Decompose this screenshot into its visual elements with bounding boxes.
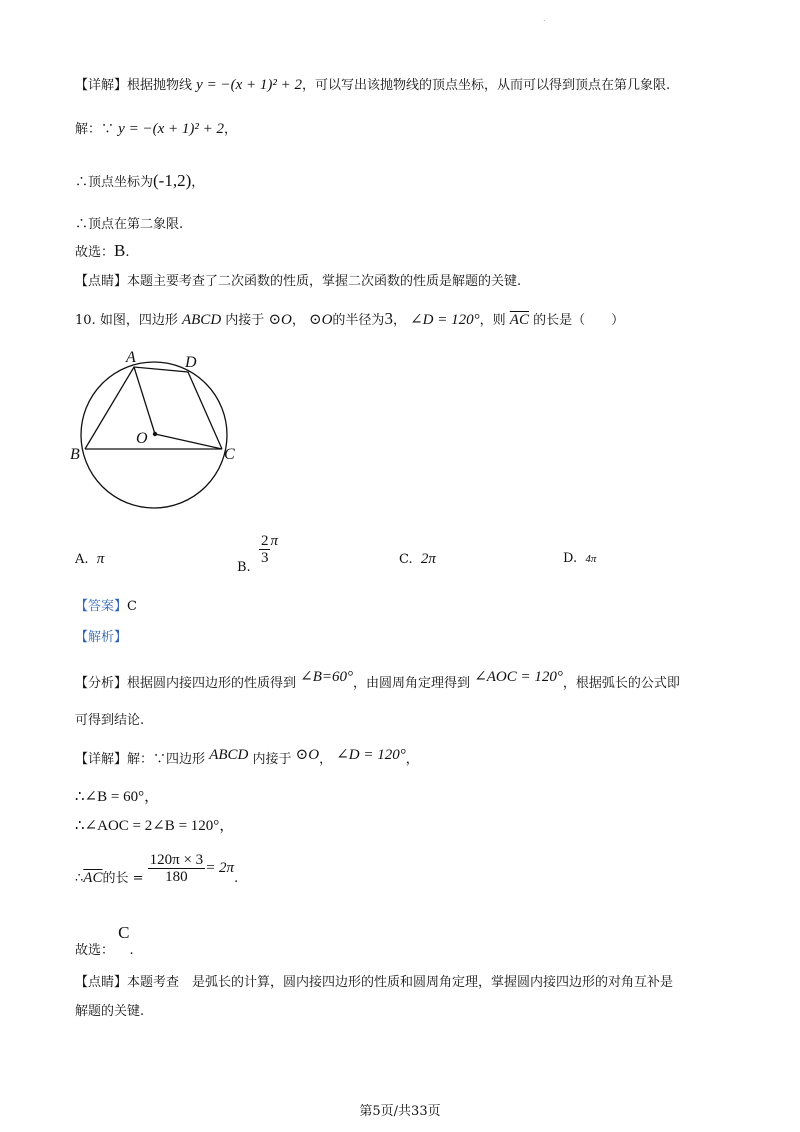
comment-line	[75, 974, 673, 992]
detail-text: ，	[405, 752, 419, 767]
label-b: B	[70, 446, 80, 463]
comma: ，	[223, 122, 237, 137]
stem-text: 内接于	[225, 313, 265, 328]
label-d: D	[185, 354, 197, 371]
step-1: ∴∠B = 60°，	[75, 789, 160, 805]
fraction-denominator: 3	[260, 550, 269, 566]
circle-figure	[68, 345, 248, 510]
stem-text: ，	[291, 313, 305, 328]
answer-tag: 【答案】	[75, 599, 128, 614]
circle-name: ⊙O	[268, 312, 292, 328]
choose-value: B	[114, 241, 126, 260]
step-text: 的长	[102, 871, 129, 886]
quad-name: ABCD	[181, 312, 222, 328]
comma: ，	[191, 175, 205, 190]
question-number: 10.	[75, 313, 96, 328]
q9-comment-line	[75, 273, 521, 291]
detail-text: 四边形	[166, 752, 206, 767]
comment-tag: 【点睛】	[75, 975, 128, 990]
q9-vertex-line	[75, 172, 204, 192]
answer-line	[75, 598, 137, 616]
arc-length-result: = 2π	[205, 860, 235, 876]
option-letter: C.	[399, 552, 413, 567]
because-symbol: ∵	[101, 122, 115, 137]
solution-equation: y = −(x + 1)² + 2	[118, 121, 224, 137]
angle-d: ∠D = 120°	[336, 747, 406, 763]
comment-tag: 【点睛】	[75, 274, 128, 289]
fraction-denominator: 180	[165, 869, 188, 885]
scan-dot: .	[543, 14, 546, 23]
arc-ac: $\overline{AC}$	[83, 870, 103, 886]
stem-text: 如图，四边形	[99, 313, 178, 328]
arc-length-fraction	[148, 852, 206, 885]
option-b	[237, 530, 278, 575]
step-2: ∴∠AOC = 2∠B = 120°，	[75, 818, 235, 834]
analysis-text: ，由圆周角定理得到	[353, 676, 471, 691]
option-letter: A.	[75, 552, 89, 567]
detail-text: 根据抛物线	[127, 78, 193, 93]
step-3: $\therefore\overline{AC}$的长 = $\frac{120\pi \times 3}{180}$ = 2π.	[75, 852, 239, 886]
choose-label: 故选：	[75, 943, 115, 958]
choose-label: 故选：	[75, 245, 115, 260]
q9-choose-line	[75, 242, 130, 262]
q9-solution-line	[75, 120, 237, 139]
arc-ac: $\overline{AC}$	[509, 312, 529, 328]
angle-d: ∠D = 120°	[410, 312, 480, 328]
q9-detail-line	[75, 76, 670, 95]
angle-b60: ∠B=60°	[300, 669, 354, 685]
vertex-text: ∴顶点坐标为	[75, 175, 154, 190]
analysis-line-2: 可得到结论.	[75, 713, 145, 728]
choose-line	[75, 922, 134, 962]
page-footer: 第5页/共33页	[359, 1104, 441, 1119]
answer-value: C	[127, 599, 137, 614]
analysis-text: 根据圆内接四边形的性质得到	[127, 676, 297, 691]
choose-value: C	[118, 923, 130, 942]
option-c	[399, 548, 436, 571]
detail-text: 内接于	[252, 752, 292, 767]
solution-label: 解：	[75, 122, 102, 137]
period: .	[125, 245, 130, 260]
option-letter: B.	[237, 560, 251, 575]
option-value: 2π	[420, 551, 436, 567]
stem-text: ，	[392, 313, 406, 328]
option-fraction	[259, 533, 271, 566]
analysis-label: 【分析】	[75, 676, 128, 691]
vertex-value: (-1,2)	[153, 171, 192, 190]
detail-tag: 【详解】	[75, 78, 128, 93]
period: .	[129, 943, 134, 958]
detail-line	[75, 746, 419, 769]
option-letter: D.	[563, 551, 578, 566]
circle-name: ⊙O	[309, 312, 333, 328]
comment-line-2: 解题的关键.	[75, 1004, 145, 1019]
radius-value: 3	[384, 309, 393, 328]
center-dot	[153, 432, 157, 436]
option-value: π	[270, 533, 278, 549]
angle-aoc: ∠AOC = 120°	[474, 669, 563, 685]
option-value: 4π	[585, 553, 597, 565]
label-a: A	[126, 349, 136, 366]
detail-tag: 【详解】	[75, 752, 128, 767]
stem-text: ，则	[479, 313, 506, 328]
circle-name: ⊙O	[295, 747, 320, 763]
fraction-numerator: 120π × 3	[149, 852, 204, 868]
option-a	[75, 548, 104, 571]
fraction-numerator: 2	[260, 533, 269, 549]
because-symbol: ∵	[153, 752, 167, 767]
analysis-text: ，根据弧长的公式即	[562, 676, 680, 691]
q9-quadrant-line: ∴顶点在第二象限.	[75, 217, 184, 232]
quad-name: ABCD	[209, 747, 249, 763]
option-d	[563, 548, 596, 570]
parabola-formula: y = −(x + 1)² + 2	[196, 77, 302, 93]
detail-text: 解：	[127, 752, 154, 767]
period: .	[234, 871, 239, 886]
comment-text: 本题主要考查了二次函数的性质，掌握二次函数的性质是解题的关键.	[127, 274, 522, 289]
label-o: O	[136, 430, 148, 447]
q10-stem	[75, 310, 624, 330]
therefore-symbol: ∴	[75, 871, 84, 886]
stem-text: 的长是（ ）	[533, 313, 625, 328]
radius-oa	[134, 367, 155, 434]
comment-text: 本题考查 是弧长的计算，圆内接四边形的性质和圆周角定理，掌握圆内接四边形的对角互补是	[127, 975, 674, 990]
analysis-tag: 【解析】	[75, 630, 128, 645]
stem-text: 的半径为	[332, 313, 385, 328]
detail-text-2: ，可以写出该抛物线的顶点坐标，从而可以得到顶点在第几象限.	[301, 78, 671, 93]
detail-text: ，	[319, 752, 333, 767]
analysis-line	[75, 668, 680, 693]
radius-oc	[155, 434, 222, 449]
option-value: π	[96, 551, 105, 567]
label-c: C	[224, 446, 235, 463]
